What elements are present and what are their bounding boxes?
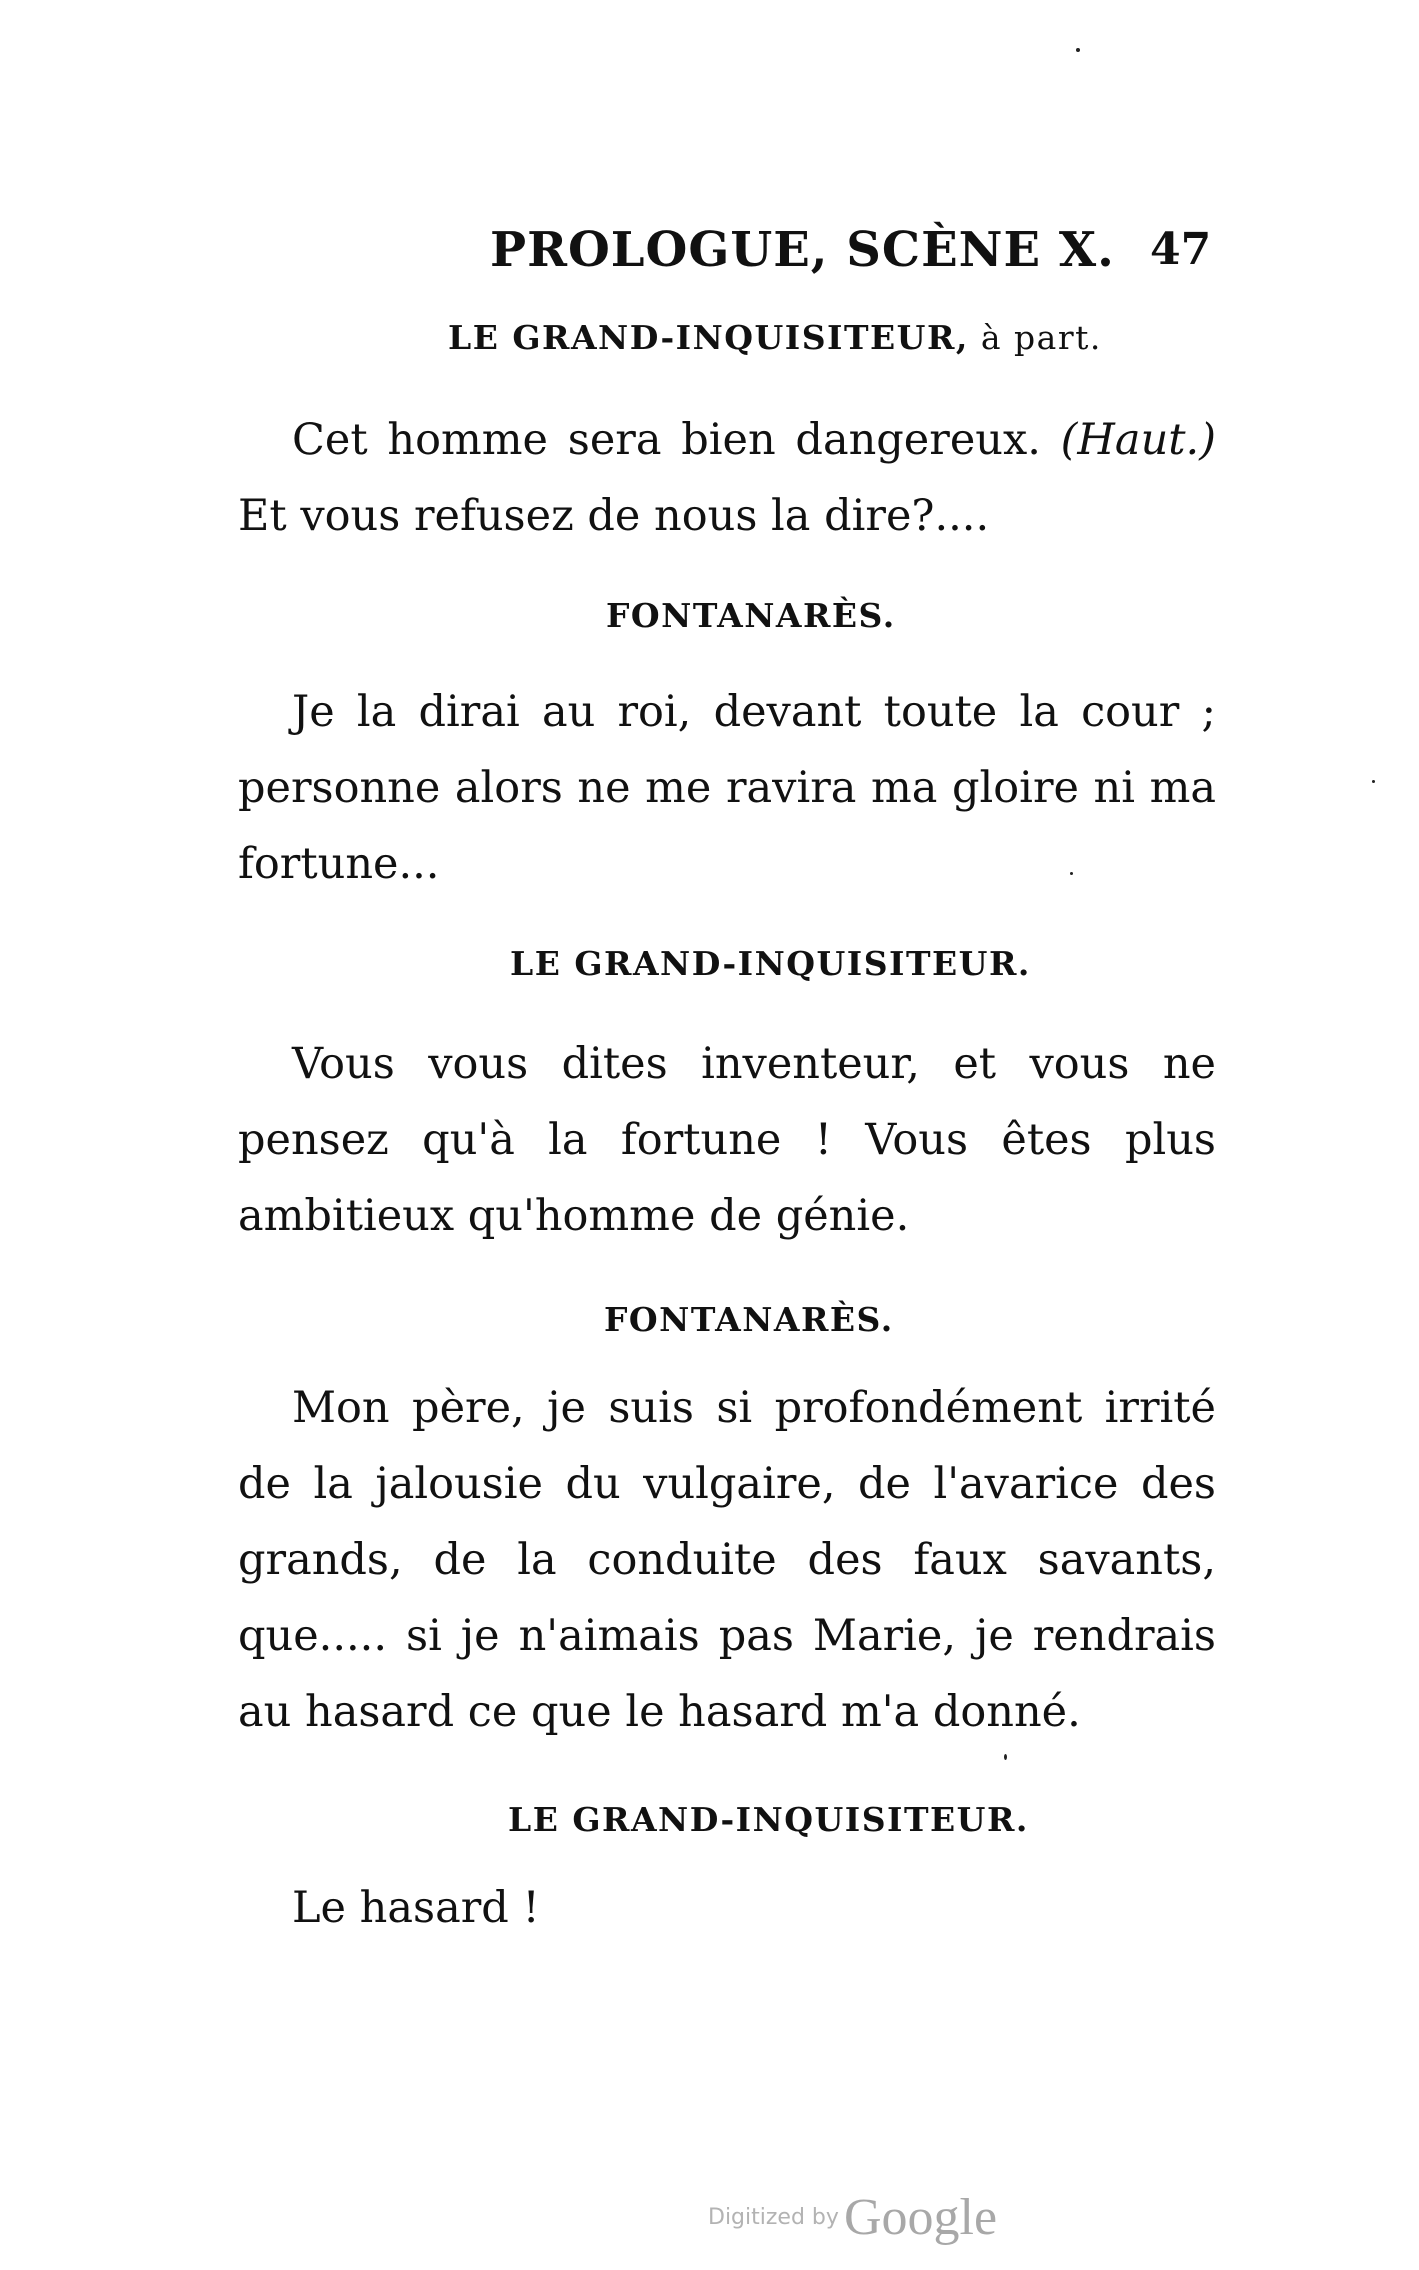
speech-text: Mon père, je suis si profondément irrité de la jalousie du vulgaire, de l'avarice des grands, de la conduite des faux savants, que..... si je n'aimais pas Marie, je rendrais au hasard ce que le hasard m'a donné. (238, 1383, 1216, 1737)
scan-speck (1004, 1754, 1007, 1760)
speech-text: Cet homme sera bien dangereux. (292, 415, 1061, 465)
speech-text: Le hasard ! (292, 1883, 540, 1933)
speech-text: Et vous refusez de nous la dire?.... (238, 491, 990, 541)
scan-speck (1076, 48, 1080, 52)
speaker-label: FONTANARÈS. (604, 1300, 894, 1339)
running-header: PROLOGUE, SCÈNE X. (490, 222, 1115, 278)
speech-text: Je la dirai au roi, devant toute la cour ; personne alors ne me ravira ma gloire ni ma fortune... (238, 687, 1216, 889)
google-logo: Google (844, 2189, 998, 2246)
watermark-prefix: Digitized by (708, 2205, 839, 2230)
digitized-watermark (708, 2188, 997, 2247)
speech-paragraph (238, 1370, 1216, 1750)
speech-paragraph (238, 674, 1216, 902)
page-number: 47 (1150, 224, 1212, 275)
speaker-label: LE GRAND-INQUISITEUR. (510, 944, 1031, 983)
speaker-name: LE GRAND-INQUISITEUR, (448, 318, 969, 357)
scan-speck (1372, 780, 1375, 783)
speaker-direction: à part. (968, 318, 1102, 357)
stage-direction: (Haut.) (1060, 415, 1216, 465)
speaker-label: LE GRAND-INQUISITEUR. (508, 1800, 1029, 1839)
speech-paragraph (238, 402, 1216, 554)
speech-paragraph (238, 1026, 1216, 1254)
speech-text: Vous vous dites inventeur, et vous ne pensez qu'à la fortune ! Vous êtes plus ambitieux qu'homme de génie. (238, 1039, 1216, 1241)
speech-paragraph (238, 1870, 1216, 1946)
scan-speck (1070, 872, 1073, 875)
speaker-label: FONTANARÈS. (606, 596, 896, 635)
speaker-label (448, 318, 1102, 357)
